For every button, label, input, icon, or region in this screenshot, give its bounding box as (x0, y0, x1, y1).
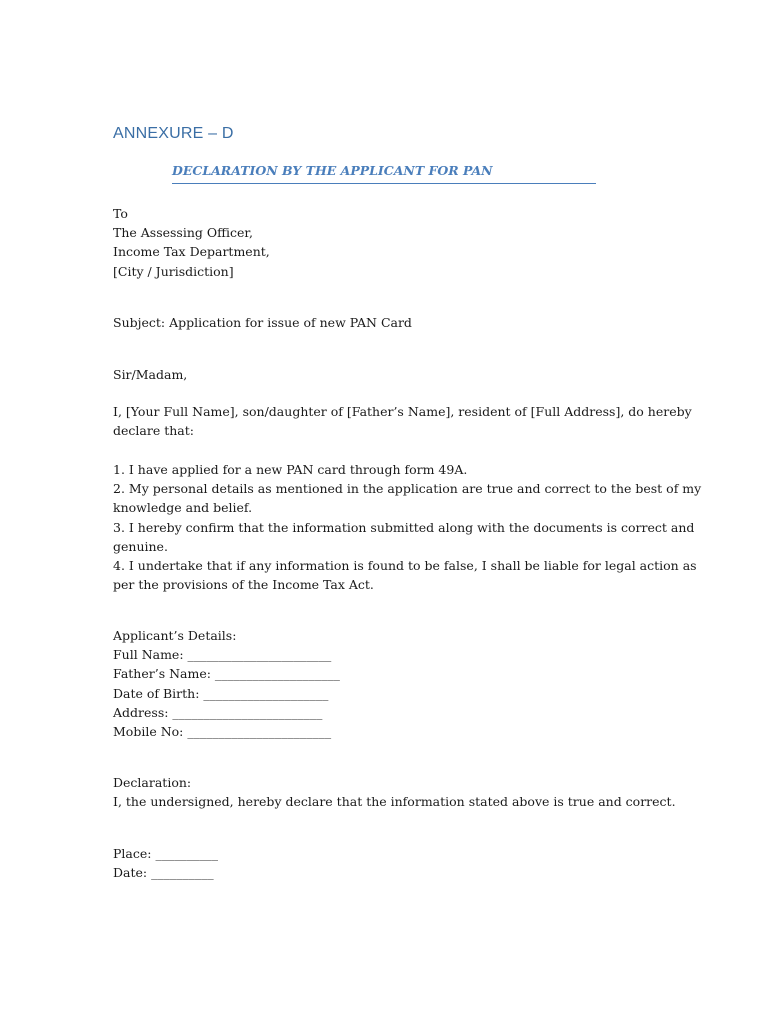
declaration-title: DECLARATION BY THE APPLICANT FOR PAN (172, 163, 596, 184)
recipient-address (113, 204, 658, 281)
point-2-line-2: knowledge and belief. (113, 500, 253, 516)
subject-text: Subject: Application for issue of new PAN Card (113, 315, 412, 330)
intro-paragraph (113, 402, 692, 440)
address-jurisdiction: [City / Jurisdiction] (113, 263, 234, 279)
salutation (113, 365, 658, 384)
address-officer: The Assessing Officer, (113, 225, 253, 241)
place-field: Place: __________ (113, 846, 218, 861)
full-name-field: Full Name: _______________________ (113, 647, 332, 663)
date-field: Date: __________ (113, 865, 214, 881)
address-to: To (113, 206, 128, 221)
point-4-line-2: per the provisions of the Income Tax Act. (113, 577, 374, 593)
point-4-line-1: 4. I undertake that if any information is found to be false, I shall be liable for legal action as (113, 558, 697, 574)
annexure-title: ANNEXURE – D (113, 125, 234, 142)
declaration-text: I, the undersigned, hereby declare that the information stated above is true and correct. (113, 794, 676, 810)
declaration-points (113, 460, 702, 594)
father-name-field: Father’s Name: ____________________ (113, 666, 340, 682)
declaration-heading: Declaration: (113, 775, 192, 790)
point-3-line-1: 3. I hereby confirm that the information submitted along with the documents is correct and (113, 519, 695, 535)
intro-line-1: I, [Your Full Name], son/daughter of [Father’s Name], resident of [Full Address], do hereby (113, 404, 692, 419)
mobile-field: Mobile No: _______________________ (113, 724, 332, 740)
applicant-details-heading: Applicant’s Details: (113, 628, 237, 643)
address-department: Income Tax Department, (113, 244, 270, 260)
date-of-birth-field: Date of Birth: ____________________ (113, 685, 329, 701)
declaration-section (113, 773, 676, 811)
applicant-details (113, 626, 658, 741)
intro-line-2: declare that: (113, 423, 194, 439)
sign-off (113, 844, 658, 882)
point-2-line-1: 2. My personal details as mentioned in the application are true and correct to the best of my (113, 481, 702, 497)
point-3-line-2: genuine. (113, 538, 168, 554)
address-field: Address: ________________________ (113, 704, 323, 720)
salutation-text: Sir/Madam, (113, 367, 188, 382)
point-1: 1. I have applied for a new PAN card through form 49A. (113, 462, 468, 477)
subject-line (113, 313, 658, 332)
